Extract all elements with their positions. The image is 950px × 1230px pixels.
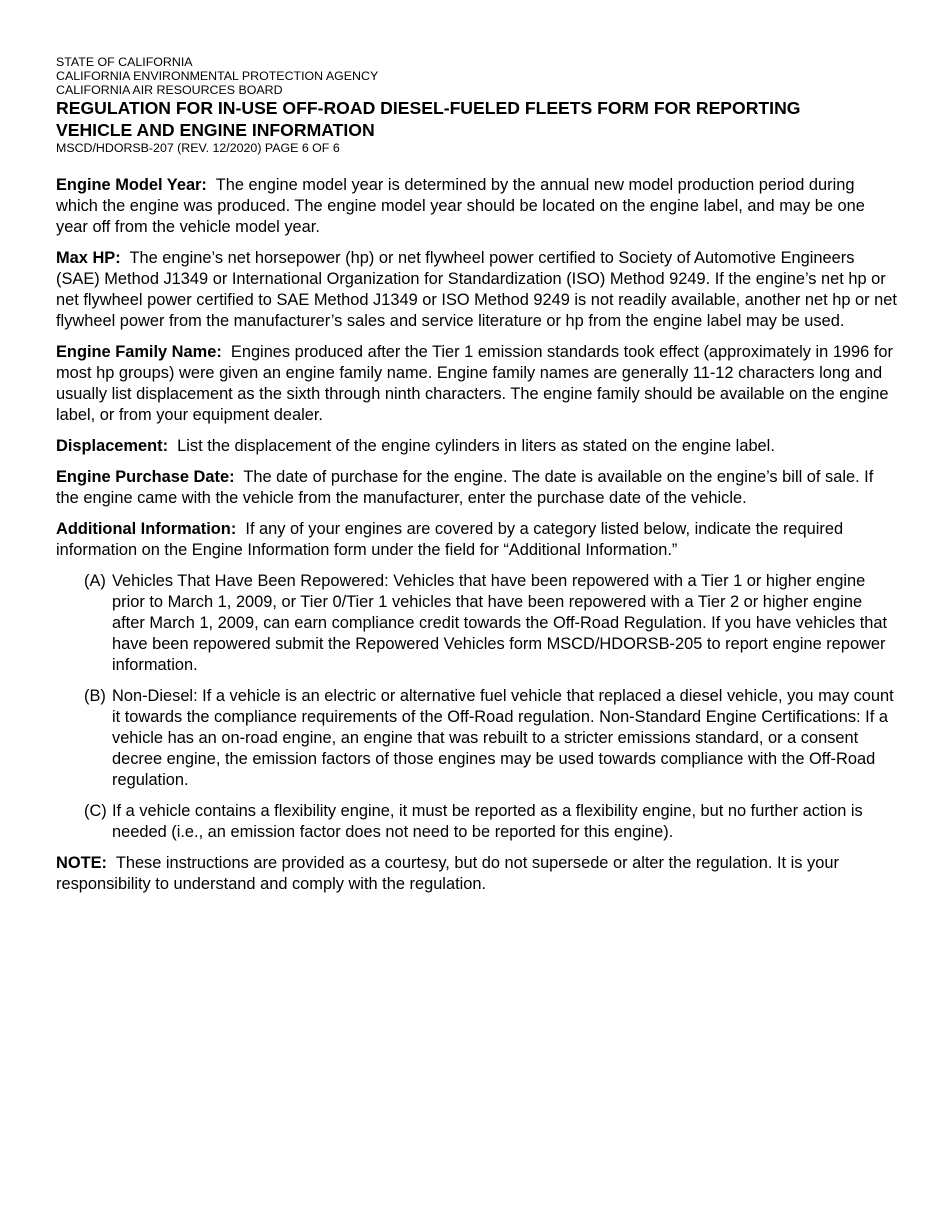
list-item-b — [56, 686, 898, 791]
max-hp-text: The engine’s net horsepower (hp) or net flywheel power certified to Society of Automotive Engineers (SAE) Method J1349 or International Organization for Standardization (ISO) Method 9249. If the engine’s net hp or net flywheel power certified to SAE Method J1349 or ISO Method 9249 is not readily available, another net hp or net flywheel power from the manufacturer’s sales and service literature or hp from the engine label may be used. — [56, 249, 897, 330]
list-item-a — [56, 571, 898, 676]
list-item-c — [56, 801, 898, 843]
header-agency: CALIFORNIA ENVIRONMENTAL PROTECTION AGENCY — [56, 69, 379, 83]
engine-family-name-term: Engine Family Name: — [56, 343, 222, 361]
form-title-line-1: REGULATION FOR IN-USE OFF-ROAD DIESEL-FUELED FLEETS FORM FOR REPORTING — [56, 98, 801, 118]
engine-family-name-text: Engines produced after the Tier 1 emission standards took effect (approximately in 1996 for most hp groups) were given an engine family name. Engine family names are generally 11-12 characters long and usually list displacement as the sixth through ninth characters. The engine family should be available on the engine label, or from your equipment dealer. — [56, 343, 893, 424]
note-text: These instructions are provided as a courtesy, but do not supersede or alter the regulation. It is your responsibility to understand and comply with the regulation. — [56, 854, 839, 893]
header-board: CALIFORNIA AIR RESOURCES BOARD — [56, 83, 283, 97]
displacement-section — [56, 436, 898, 457]
form-title-line-2: VEHICLE AND ENGINE INFORMATION — [56, 120, 375, 140]
list-item-label: (B) — [84, 687, 106, 705]
engine-model-year-section — [56, 175, 898, 238]
additional-information-text: If any of your engines are covered by a category listed below, indicate the required information on the Engine Information form under the field for “Additional Information.” — [56, 520, 844, 559]
note-section — [56, 853, 898, 895]
list-item-text: Non-Diesel: If a vehicle is an electric or alternative fuel vehicle that replaced a diesel vehicle, you may count it towards the compliance requirements of the Off-Road regulation. Non-Standard Engine Certifications: If a vehicle has an on-road engine, an engine that was rebuilt to a stricter emissions standard, or a consent decree engine, the emission factors of those engines may be used towards compliance with the Off-Road regulation. — [112, 687, 894, 789]
list-item-text: Vehicles That Have Been Repowered: Vehicles that have been repowered with a Tier 1 or higher engine prior to March 1, 2009, or Tier 0/Tier 1 vehicles that have been repowered with a Tier 2 or higher engine after March 1, 2009, can earn compliance credit towards the Off-Road Regulation. If you have vehicles that have been repowered submit the Repowered Vehicles form MSCD/HDORSB-205 to report engine repower information. — [112, 572, 888, 674]
engine-model-year-text: The engine model year is determined by the annual new model production period during which the engine was produced. The engine model year should be located on the engine label, and may be one year off from the vehicle model year. — [56, 176, 865, 236]
max-hp-section — [56, 248, 898, 332]
displacement-term: Displacement: — [56, 437, 169, 455]
engine-family-name-section — [56, 342, 898, 426]
additional-information-term: Additional Information: — [56, 520, 237, 538]
engine-purchase-date-term: Engine Purchase Date: — [56, 468, 235, 486]
engine-purchase-date-section — [56, 467, 898, 509]
engine-purchase-date-text: The date of purchase for the engine. The date is available on the engine’s bill of sale. If the engine came with the vehicle from the manufacturer, enter the purchase date of the vehicle. — [56, 468, 874, 507]
engine-model-year-term: Engine Model Year: — [56, 176, 207, 194]
header-state: STATE OF CALIFORNIA — [56, 55, 193, 69]
list-item-label: (C) — [84, 802, 107, 820]
displacement-text: List the displacement of the engine cylinders in liters as stated on the engine label. — [177, 437, 775, 455]
list-item-text: If a vehicle contains a flexibility engine, it must be reported as a flexibility engine, but no further action is needed (i.e., an emission factor does not need to be reported for this engine). — [112, 802, 863, 841]
max-hp-term: Max HP: — [56, 249, 121, 267]
additional-information-section — [56, 519, 898, 561]
document-page — [56, 55, 898, 905]
list-item-label: (A) — [84, 572, 106, 590]
form-id: MSCD/HDORSB-207 (REV. 12/2020) PAGE 6 OF 6 — [56, 141, 340, 155]
note-term: NOTE: — [56, 854, 107, 872]
